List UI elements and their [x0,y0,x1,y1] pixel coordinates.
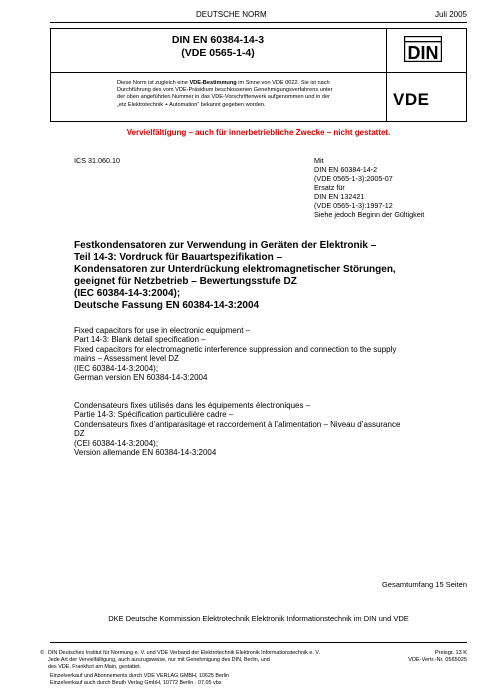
order-number: VDE-Vertr.-Nr. 0565025 [408,657,467,663]
document-number: DIN EN 60384-14-3 [171,34,265,46]
copyright-icon: © [40,650,44,656]
description-line: Diese Norm ist zugleich eine VDE-Bestimmung im Sinne von VDE 0022. Sie ist nach [117,80,330,86]
din-logo-text: DIN [407,43,439,62]
header-box-row-divider [50,72,467,73]
vde-description [117,80,383,109]
dke-line: DKE Deutsche Kommission Elektrotechnik Elektronik Informationstechnik im DIN und VDE [108,614,409,623]
description-line: „etz Elektrotechnik + Automation“ bekannt gegeben worden. [117,101,266,108]
bottom-rule [50,642,467,643]
vde-classification: (VDE 0565-1-4) [181,47,255,59]
copy-restriction-notice: Vervielfältigung – auch für innerbetriebliche Zwecke – nicht gestattet. [126,128,391,137]
publication-date: Juli 2005 [434,10,467,19]
price-group: Preisgr. 13 K [434,650,467,656]
distribution-info: Einzelverkauf und Abonnements durch VDE VERLAG GMBH, 10625 Berlin Einzelverkauf auch durch Beuth Verlag GmbH, 10772 Berlin · 07.05 vbs [50,673,230,687]
title-english: Fixed capacitors for use in electronic equipment – Part 14-3: Blank detail specification – Fixed capacitors for electromagnetic interference suppression and connection to the supply mains – Assessment level DZ (IEC 60384-14-3:2004); German version EN 60384-14-3:2004 [74,326,397,383]
title-german: Festkondensatoren zur Verwendung in Geräten der Elektronik – Teil 14-3: Vordruck für Bauartspezifikation – Kondensatoren zur Unterdrückung elektromagnetischer Störungen, geeignet für Netzbetrieb – Bewertungsstufe DZ (IEC 60384-14-3:2004); Deutsche Fassung EN 60384-14-3:2004 [74,240,396,311]
title-french: Condensateurs fixes utilisés dans les équipements électroniques – Partie 14-3: Spécification particulière cadre – Condensateurs fixes d’antiparasitage et raccordement à l’alimentation – Niveau d’assurance DZ (CEI 60384-14-3:2004); Version allemande EN 60384-14-3:2004 [74,401,401,458]
price-info [408,650,467,664]
norm-label: DEUTSCHE NORM [196,10,267,19]
description-line: der oben angeführten Nummer in das VDE-Vorschriftenwerk aufgenommen und in der [117,94,330,101]
din-logo [404,36,442,62]
document-title [50,34,386,60]
top-rule [50,22,467,23]
total-pages: Gesamtumfang 15 Seiten [381,580,467,589]
description-line: Durchführung des vom VDE-Präsidium beschlossenen Genehmigungsverfahrens unter [117,87,333,94]
vde-logo: VDE [393,90,430,109]
replacement-info: Mit DIN EN 60384-14-2 (VDE 0565-1-3):2005-07 Ersatz für DIN EN 132421 (VDE 0565-1-3):1997-12 Siehe jedoch Beginn der Gültigkeit [314,156,425,219]
copyright-notice: © DIN Deutsches Institut für Normung e. V. und VDE Verband der Elektrotechnik Elektronik Informationstechnik e. V. Jede Art der Vervielfältigung, auch auszugsweise, nur mit Genehmigung des DIN, Berlin, und des VDE, Frankfurt am Main, gestattet. [40,650,320,670]
header-box-divider [386,28,387,122]
ics-code: ICS 31.060.10 [74,156,120,165]
